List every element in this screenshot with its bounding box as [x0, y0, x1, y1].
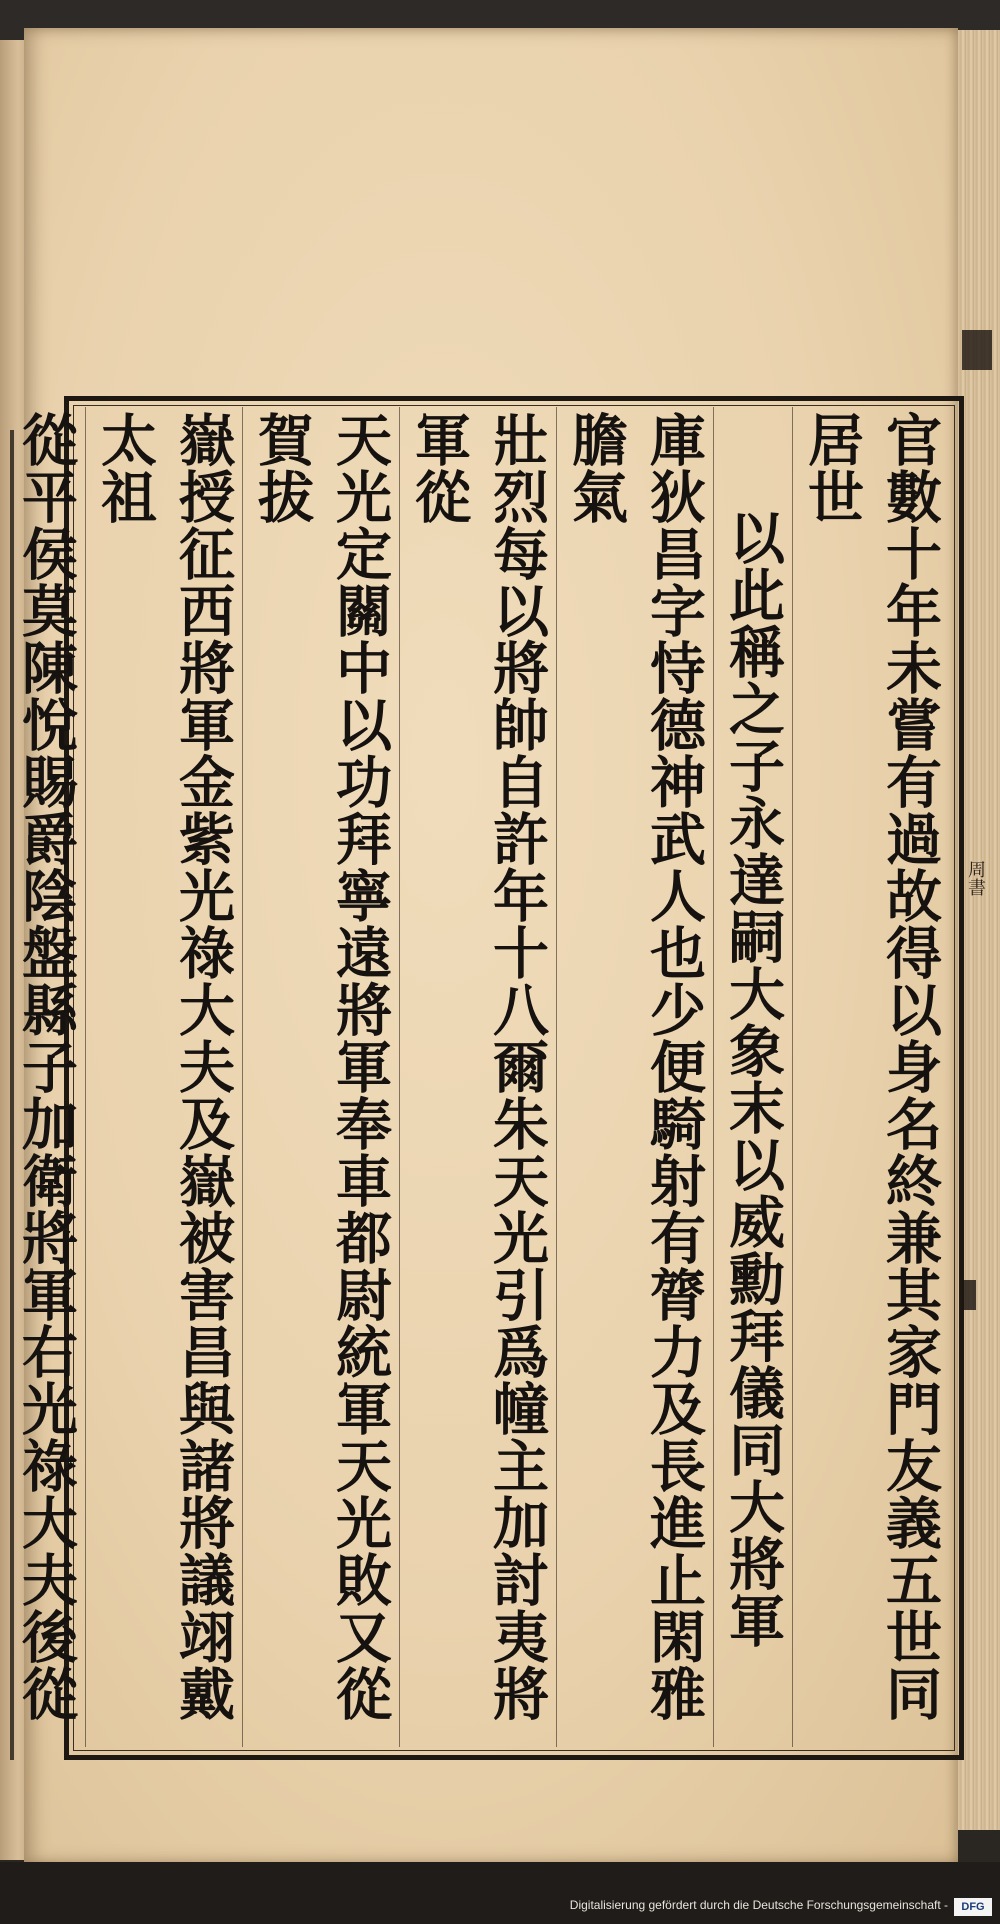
margin-title: 周書 — [965, 860, 986, 896]
text-column-2: 以此稱之子永達嗣大象末以威勳拜儀同大將軍 — [713, 407, 792, 1747]
margin-mark-top — [962, 330, 992, 370]
text-column-7: 從平侯莫陳悅賜爵陰盤縣子加衛將軍右光祿大夫後從 — [0, 407, 85, 1747]
text-column-3: 庫狄昌字恃德神武人也少便騎射有膂力及長進止閑雅膽氣 — [556, 407, 713, 1747]
text-columns — [13, 407, 949, 1747]
text-column-6: 嶽授征西將軍金紫光祿大夫及嶽被害昌與諸將議翊戴太祖 — [85, 407, 242, 1747]
page-stack-edge — [958, 30, 1000, 1830]
digitization-credit: Digitalisierung gefördert durch die Deutsche Forschungsgemeinschaft - — [569, 1898, 948, 1912]
text-column-4: 壯烈每以將帥自許年十八爾朱天光引爲幢主加討夷將軍從 — [399, 407, 556, 1747]
book-page — [13, 28, 958, 1864]
text-column-5: 天光定關中以功拜寧遠將軍奉車都尉統軍天光敗又從賀拔 — [242, 407, 399, 1747]
scan-bottom-band — [0, 1862, 1000, 1924]
dfg-logo: DFG — [954, 1898, 992, 1916]
text-column-1: 官數十年未嘗有過故得以身名終兼其家門友義五世同居世 — [792, 407, 949, 1747]
margin-mark-bottom — [962, 1280, 976, 1310]
text-frame — [13, 396, 964, 1760]
